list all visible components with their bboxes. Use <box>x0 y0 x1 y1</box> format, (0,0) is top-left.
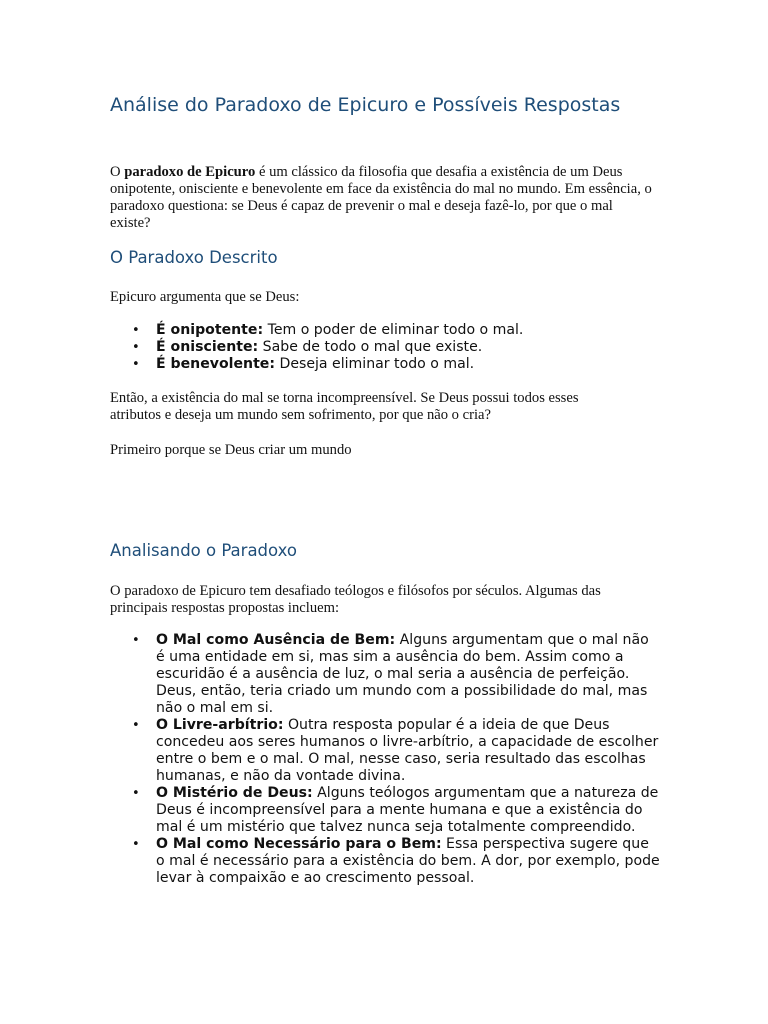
attributes-list <box>110 322 660 373</box>
list-item <box>110 339 660 356</box>
intro-paragraph <box>110 164 655 232</box>
list-item <box>110 632 660 717</box>
intro-text: é um clássico da filosofia que desafia a existência de um Deus onipotente, onisciente e benevolente em face da existência do mal no mundo. Em essência, o paradoxo questiona: se Deus é capaz de prevenir o mal e deseja fazê-lo, por que o mal existe? <box>110 164 652 231</box>
list-item-term: É benevolente: <box>156 356 275 372</box>
list-item-term: O Livre-arbítrio: <box>156 717 284 733</box>
list-item <box>110 836 660 887</box>
section-heading-analyzing-paradox: Analisando o Paradoxo <box>110 541 297 560</box>
section1-lead: Epicuro argumenta que se Deus: <box>110 289 300 305</box>
list-item-term: O Mal como Necessário para o Bem: <box>156 836 442 852</box>
bullet-icon: • <box>132 633 140 648</box>
list-item-text: Alguns argumentam que o mal não é uma entidade em si, mas sim a ausência do bem. Assim como a escuridão é a ausência de luz, o mal seria a ausência de perfeição. Deus, então, teria criado um mundo com a possibilidade do mal, mas não o mal em si. <box>156 632 649 716</box>
list-item-term: O Mistério de Deus: <box>156 785 313 801</box>
list-item-text: Alguns teólogos argumentam que a natureza de Deus é incompreensível para a mente humana e que a existência do mal é um mistério que talvez nunca seja totalmente compreendido. <box>156 785 659 835</box>
bullet-icon: • <box>132 340 140 355</box>
responses-list <box>110 632 660 887</box>
section1-conclusion: Então, a existência do mal se torna incompreensível. Se Deus possui todos esses atributos e deseja um mundo sem sofrimento, por que não o cria? <box>110 390 579 423</box>
bullet-icon: • <box>132 786 140 801</box>
document-title: Análise do Paradoxo de Epicuro e Possíveis Respostas <box>110 94 621 116</box>
list-item-text: Essa perspectiva sugere que o mal é necessário para a existência do bem. A dor, por exemplo, pode levar à compaixão e ao crescimento pessoal. <box>156 836 660 886</box>
bullet-icon: • <box>132 718 140 733</box>
list-item <box>110 785 660 836</box>
list-item-text: Deseja eliminar todo o mal. <box>275 356 475 372</box>
list-item <box>110 322 660 339</box>
bullet-icon: • <box>132 837 140 852</box>
bullet-icon: • <box>132 323 140 338</box>
list-item <box>110 356 660 373</box>
list-item-text: Tem o poder de eliminar todo o mal. <box>263 322 524 338</box>
list-item-term: O Mal como Ausência de Bem: <box>156 632 396 648</box>
list-item-term: É onipotente: <box>156 322 264 338</box>
section-heading-paradox-described: O Paradoxo Descrito <box>110 248 278 267</box>
bullet-icon: • <box>132 357 140 372</box>
list-item-text: Outra resposta popular é a ideia de que Deus concedeu aos seres humanos o livre-arbítrio, a capacidade de escolher entre o bem e o mal. O mal, nesse caso, seria resultado das escolhas humanas, e não da vontade divina. <box>156 717 659 784</box>
section2-lead: O paradoxo de Epicuro tem desafiado teólogos e filósofos por séculos. Algumas das principais respostas propostas incluem: <box>110 583 601 616</box>
intro-bold-term: paradoxo de Epicuro <box>124 164 256 180</box>
intro-prefix: O <box>110 164 125 180</box>
list-item-term: É onisciente: <box>156 339 259 355</box>
list-item-text: Sabe de todo o mal que existe. <box>258 339 483 355</box>
section1-note: Primeiro porque se Deus criar um mundo <box>110 442 352 458</box>
list-item <box>110 717 660 785</box>
